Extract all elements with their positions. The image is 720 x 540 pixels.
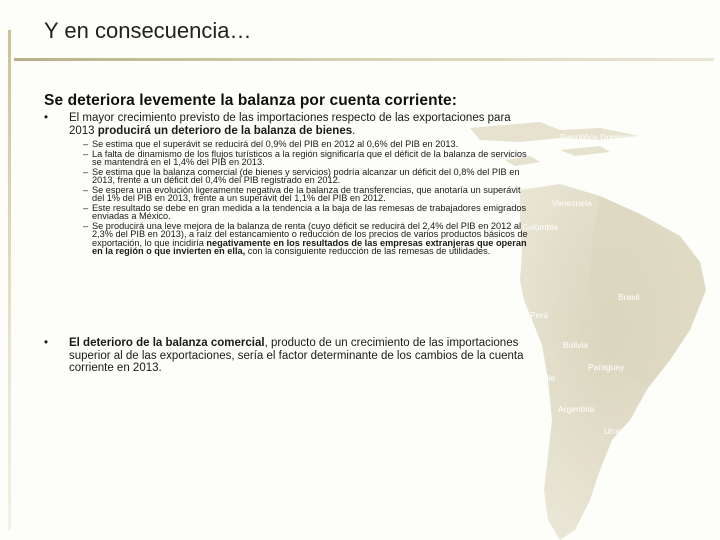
dash-mark: – <box>83 221 89 232</box>
map-label-uruguay: Uruguay <box>604 426 637 436</box>
bullet-item-2-text: El deterioro de la balanza comercial, producto de un crecimiento de las importaciones superior al de las exportaciones, sería el factor determinante de los cambios de la cuenta corriente en 2013. <box>69 337 524 374</box>
sub-item-1: – Se estima que el superávit se reducirá del 0,9% del PIB en 2012 al 0,6% del PIB en 2013. <box>83 139 459 149</box>
bullet-mark: • <box>44 337 49 349</box>
sub-list <box>83 139 532 257</box>
map-label-argentina: Argentina <box>558 404 595 414</box>
map-label-venezuela: Venezuela <box>552 198 592 208</box>
section-heading: Se deteriora levemente la balanza por cuenta corriente: <box>44 92 457 109</box>
sub-item-4: – Se espera una evolución ligeramente negativa de la balanza de transferencias, que anotaría un superávit del 1% del PIB en 2013, frente a un superávit del 1,1% del PIB en 2012. <box>83 184 521 204</box>
map-label-colombia: Colombia <box>522 222 558 232</box>
dash-mark: – <box>83 166 89 177</box>
bullet-item-2 <box>44 337 524 375</box>
dash-mark: – <box>83 203 89 214</box>
map-label-puerto-rico: Puerto Rico <box>556 158 601 168</box>
bullet-item-1-text: El mayor crecimiento previsto de las importaciones respecto de las exportaciones para 2013 producirá un deterioro de la balanza de bienes. <box>69 112 511 137</box>
page-title: Y en consecuencia… <box>44 18 252 43</box>
map-label-chile: Chile <box>536 373 556 383</box>
dash-mark: – <box>83 184 89 195</box>
sub-item-2: – La falta de dinamismo de los flujos turísticos a la región significaría que el déficit de la balanza de servicios se mantendrá en el 1,4% del PIB en 2013. <box>83 148 527 168</box>
bullet-item-1 <box>44 112 524 137</box>
map-label-dominicana: República Dominicana <box>560 132 646 142</box>
bullet-mark: • <box>44 112 49 124</box>
dash-mark: – <box>83 148 89 159</box>
sub-item-3: – Se estima que la balanza comercial (de bienes y servicios) podría alcanzar un déficit del 0,8% del PIB en 2013, frente a un déficit del 0,4% del PIB registrado en 2012. <box>83 166 520 186</box>
map-label-brasil: Brasil <box>618 292 640 302</box>
map-label-peru: Perú <box>530 310 548 320</box>
title-divider <box>14 58 714 61</box>
map-label-bolivia: Bolivia <box>563 340 589 350</box>
left-accent-bar <box>8 30 11 530</box>
sub-item-5: – Este resultado se debe en gran medida a la tendencia a la baja de las remesas de trabajadores emigrados enviadas a México. <box>83 203 527 222</box>
map-label-paraguay: Paraguay <box>588 362 625 372</box>
dash-mark: – <box>83 139 89 149</box>
sub-item-6: – Se producirá una leve mejora de la balanza de renta (cuyo déficit se reducirá del 2,4% del PIB en 2012 al 2,3% del PIB en 2013), a raíz del estancamiento o reducción de los precios de varios productos básicos de exportación, lo que incidiría negativamente en los resultados de las empresas extranjeras que operan en la región o que invierten en ella, con la consiguiente reducción de las remesas de utilidades. <box>83 221 528 257</box>
